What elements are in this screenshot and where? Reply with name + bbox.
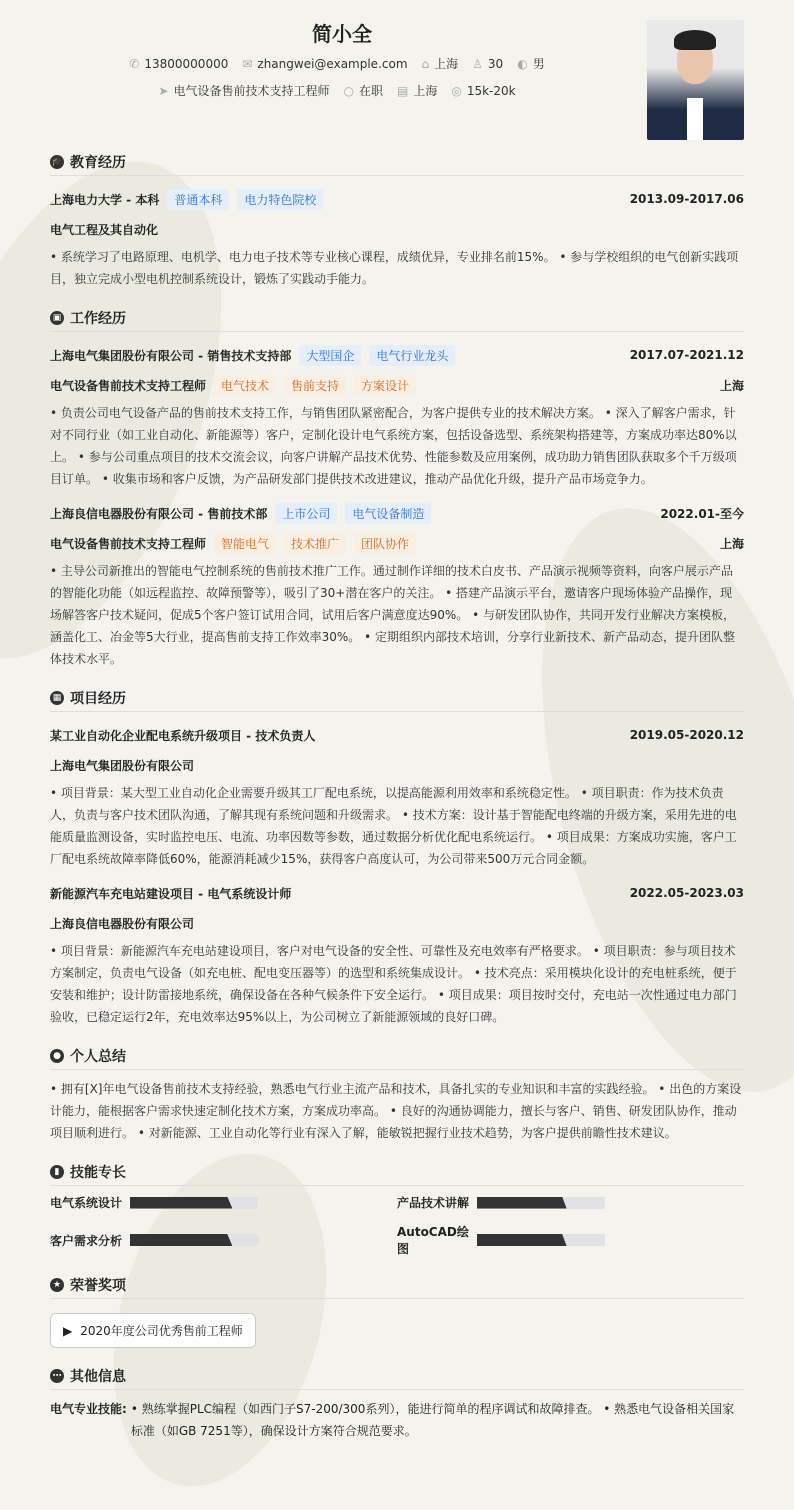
email-icon: ✉ xyxy=(242,56,253,71)
skill-item: AutoCAD绘图 xyxy=(397,1223,744,1257)
tag: 电力特色院校 xyxy=(237,189,323,210)
education-heading: 🎓 教育经历 xyxy=(50,148,744,176)
tag: 普通本科 xyxy=(167,189,229,210)
user-icon: ● xyxy=(50,1049,64,1063)
company: 上海电气集团股份有限公司 - 销售技术支持部 xyxy=(50,348,292,363)
projects-heading: ▦ 项目经历 xyxy=(50,684,744,712)
phone-icon: ✆ xyxy=(129,56,140,71)
status-icon: ○ xyxy=(343,84,354,98)
info-icon: ⋯ xyxy=(50,1369,64,1383)
honor-item[interactable]: ▶ 2020年度公司优秀售前工程师 xyxy=(50,1313,256,1348)
gender: 男 xyxy=(532,57,545,71)
work-entry xyxy=(50,340,744,490)
education-entry xyxy=(50,184,744,214)
age: 30 xyxy=(487,56,504,71)
tag: 团队协作 xyxy=(354,533,416,554)
work-heading: ▣ 工作经历 xyxy=(50,304,744,332)
award-icon: ★ xyxy=(50,1278,64,1292)
work-desc: • 主导公司新推出的智能电气控制系统的售前技术推广工作。通过制作详细的技术白皮书、产品演示视频等资料，向客户展示产品的智能化功能（如远程监控、故障预警等），吸引了30+潜在客户的关注。 • 搭建产品演示平台，邀请客户现场体验产品操作，现场解答客户技术疑问，促成5个客户签订试用合同，试用后客户满意度达90%。 • 与研发团队协作，共同开发行业解决方案模板，涵盖化工、冶金等5大行业，提高售前支持工作效率30%。 • 定期组织内部技术培训，分享行业新技术、新产品动态，提升团队整体技术水平。 xyxy=(50,564,736,666)
job-status: 在职 xyxy=(358,84,383,98)
other-heading: ⋯ 其他信息 xyxy=(50,1362,744,1390)
tag: 电气技术 xyxy=(214,375,276,396)
tag: 售前支持 xyxy=(284,375,346,396)
tag: 上市公司 xyxy=(275,503,337,524)
city: 上海 xyxy=(719,536,744,551)
company: 上海良信电器股份有限公司 xyxy=(50,916,195,931)
skill-bar-fill xyxy=(130,1234,232,1246)
tag: 智能电气 xyxy=(214,533,276,554)
chart-icon: ▮ xyxy=(50,1165,64,1179)
company: 上海良信电器股份有限公司 - 售前技术部 xyxy=(50,506,268,521)
role: 电气设备售前技术支持工程师 xyxy=(50,536,207,551)
project-name: 某工业自动化企业配电系统升级项目 - 技术负责人 xyxy=(50,728,316,743)
job-intent xyxy=(50,77,624,104)
skill-item: 产品技术讲解 xyxy=(397,1194,744,1211)
play-icon: ▶ xyxy=(63,1323,73,1338)
company: 上海电气集团股份有限公司 xyxy=(50,758,195,773)
project-desc: • 项目背景：新能源汽车充电站建设项目，客户对电气设备的安全性、可靠性及充电效率有严格要求。 • 项目职责：参与项目技术方案制定，负责电气设备（如充电桩、配电变压器等）的选型和系统集成设计。 • 技术亮点：采用模块化设计的充电桩系统，便于安装和维护；设计防雷接地系统，确保设备在各种气候条件下安全运行。 • 项目成果：项目按时交付，充电站一次性通过电力部门验收，已稳定运行2年，充电效率达95%以上，为公司树立了新能源领域的良好口碑。 xyxy=(50,944,737,1024)
date: 2013.09-2017.06 xyxy=(629,192,744,206)
tag: 方案设计 xyxy=(354,375,416,396)
role: 电气设备售前技术支持工程师 xyxy=(50,378,207,393)
project-name: 新能源汽车充电站建设项目 - 电气系统设计师 xyxy=(50,886,292,901)
briefcase-icon: ▣ xyxy=(50,311,64,325)
skill-bar-fill xyxy=(477,1234,567,1246)
candidate-name: 简小全 xyxy=(312,22,372,46)
date: 2019.05-2020.12 xyxy=(629,728,744,742)
skill-bar xyxy=(130,1197,258,1209)
project-desc: • 项目背景：某大型工业自动化企业需要升级其工厂配电系统，以提高能源利用效率和系统稳定性。 • 项目职责：作为技术负责人，负责与客户技术团队沟通，了解其现有系统问题和升级需求。 • 技术方案：设计基于智能配电终端的升级方案，采用先进的电能质量监测设备，实时监控电压、电流、功率因数等参数，通过数据分析优化配电系统运行。 • 项目成果：方案成功实施，客户工厂配电系统故障率降低60%，能源消耗减少15%，获得客户高度认可，为公司带来500万元合同金额。 xyxy=(50,786,737,866)
skills-heading: ▮ 技能专长 xyxy=(50,1158,744,1186)
age-icon: ♙ xyxy=(472,56,483,71)
project-entry xyxy=(50,720,744,870)
major: 电气工程及其自动化 xyxy=(50,222,159,237)
target-job: 电气设备售前技术支持工程师 xyxy=(173,84,330,98)
skill-item: 电气系统设计 xyxy=(50,1194,397,1211)
skill-bar xyxy=(477,1197,605,1209)
project-icon: ▦ xyxy=(50,691,64,705)
send-icon: ➤ xyxy=(158,84,169,98)
school: 上海电力大学 - 本科 xyxy=(50,192,160,207)
gender-icon: ◐ xyxy=(517,57,528,71)
other-info: 电气专业技能: • 熟练掌握PLC编程（如西门子S7-200/300系列），能进行简单的程序调试和故障排查。 • 熟悉电气设备相关国家标准（如GB 7251等），确保设计方案符合规范要求。 xyxy=(50,1402,735,1438)
tag: 技术推广 xyxy=(284,533,346,554)
email: zhangwei@example.com xyxy=(257,56,408,71)
graduation-cap-icon: 🎓 xyxy=(51,156,63,167)
tag: 大型国企 xyxy=(299,345,361,366)
date: 2017.07-2021.12 xyxy=(629,348,744,362)
phone: 13800000000 xyxy=(144,56,229,71)
project-entry xyxy=(50,878,744,1028)
skills-grid xyxy=(50,1194,744,1257)
skill-bar xyxy=(477,1234,605,1246)
work-desc: • 负责公司电气设备产品的售前技术支持工作，与销售团队紧密配合，为客户提供专业的技术解决方案。 • 深入了解客户需求，针对不同行业（如工业自动化、新能源等）客户，定制化设计电气系统方案，包括设备选型、系统架构搭建等，方案成功率达80%以上。 • 参与公司重点项目的技术交流会议，向客户讲解产品技术优势、性能参数及应用案例，成功助力销售团队获取多个千万级项目订单。 • 收集市场和客户反馈，为产品研发部门提供技术改进建议，推动产品优化升级，提升产品市场竞争力。 xyxy=(50,406,737,486)
tag: 电气设备制造 xyxy=(345,503,431,524)
salary: 15k-20k xyxy=(466,83,516,98)
contact-info xyxy=(50,50,624,77)
date: 2022.05-2023.03 xyxy=(629,886,744,900)
skill-bar xyxy=(130,1234,258,1246)
education-desc: • 系统学习了电路原理、电机学、电力电子技术等专业核心课程，成绩优异，专业排名前15%。 • 参与学校组织的电气创新实践项目，独立完成小型电机控制系统设计，锻炼了实践动手能力。 xyxy=(50,250,739,286)
skill-bar-fill xyxy=(477,1197,567,1209)
avatar-photo xyxy=(647,20,744,140)
summary-text: • 拥有[X]年电气设备售前技术支持经验，熟悉电气行业主流产品和技术，具备扎实的专业知识和丰富的实践经验。 • 出色的方案设计能力，能根据客户需求快速定制化技术方案，方案成功率高。 • 良好的沟通协调能力，擅长与客户、销售、研发团队协作，推动项目顺利进行。 • 对新能源、工业自动化等行业有深入了解，能敏锐把握行业技术趋势，为客户提供前瞻性技术建议。 xyxy=(50,1082,742,1140)
skill-item: 客户需求分析 xyxy=(50,1223,397,1257)
building-icon: ▤ xyxy=(396,84,409,98)
city: 上海 xyxy=(719,378,744,393)
work-entry xyxy=(50,498,744,670)
target-city: 上海 xyxy=(413,84,438,98)
summary-heading: ● 个人总结 xyxy=(50,1042,744,1070)
city: 上海 xyxy=(434,57,459,71)
date: 2022.01-至今 xyxy=(660,506,744,521)
skill-bar-fill xyxy=(130,1197,232,1209)
home-icon: ⌂ xyxy=(421,57,430,71)
honors-heading: ★ 荣誉奖项 xyxy=(50,1271,744,1299)
tag: 电气行业龙头 xyxy=(369,345,455,366)
salary-icon: ◎ xyxy=(451,83,462,98)
